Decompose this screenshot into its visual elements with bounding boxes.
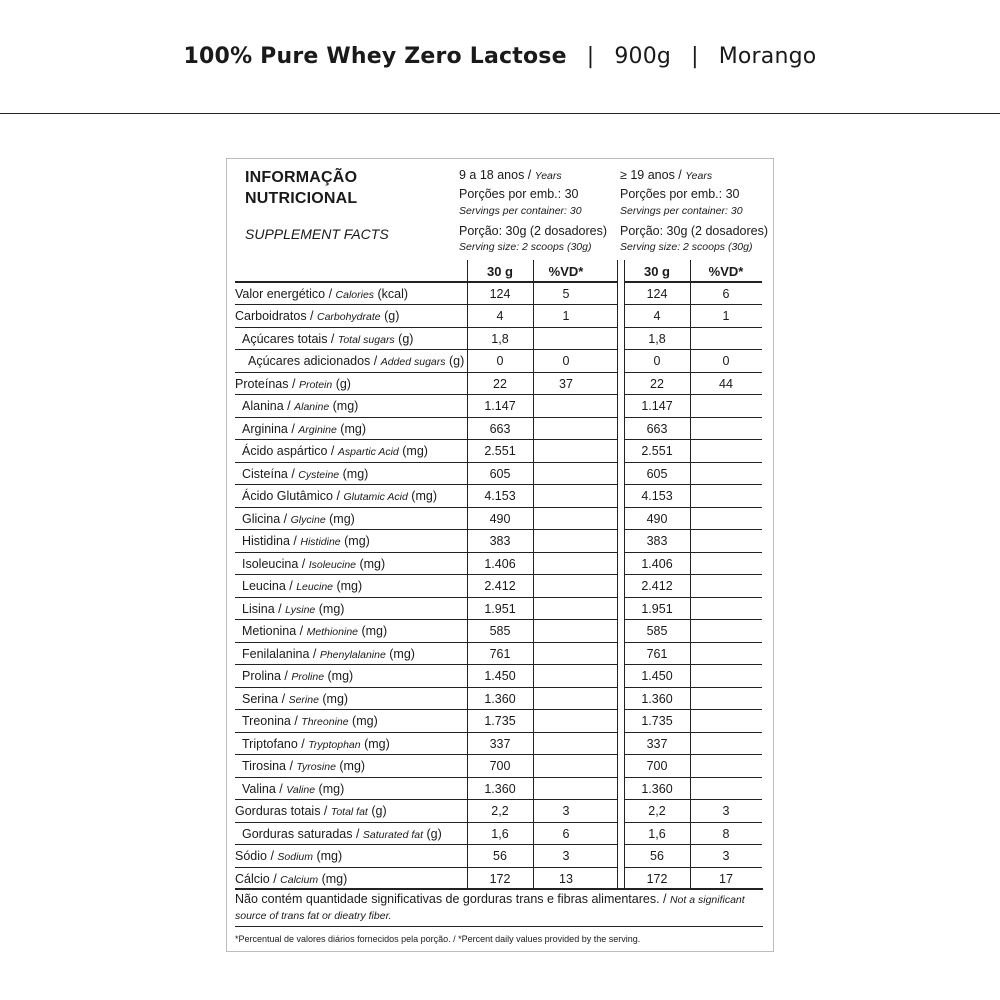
nutrient-dv-2	[690, 328, 762, 351]
col-header-dv-2: %VD*	[708, 263, 744, 279]
table-row	[235, 283, 762, 306]
nutrient-label: Gorduras saturadas / Saturated fat (g)	[242, 826, 442, 841]
nutrient-value-2: 1.406	[641, 556, 673, 571]
table-row	[235, 508, 762, 531]
nutrient-dv-2: 8	[722, 826, 730, 841]
nutrient-value-2: 56	[650, 849, 664, 864]
nutrient-value-1: 1,8	[491, 331, 509, 346]
nutrient-value-1: 1,6	[491, 826, 509, 841]
col-header-portion-1: 30 g	[486, 263, 513, 279]
nutrient-label: Histidina / Histidine (mg)	[242, 534, 370, 549]
title-separator: |	[691, 44, 699, 69]
nutrient-dv-2	[690, 575, 762, 598]
nutrient-value-1: 4	[496, 309, 504, 324]
nutrient-dv-1	[533, 463, 599, 486]
nutrient-value-2: 1.360	[641, 781, 673, 796]
table-row	[235, 575, 762, 598]
table-row	[235, 598, 762, 621]
header-divider	[0, 113, 1000, 114]
nutrient-dv-1: 37	[559, 376, 573, 391]
nutrient-label: Fenilalanina / Phenylalanine (mg)	[242, 646, 415, 661]
table-row	[235, 710, 762, 733]
nutrient-label: Carboidratos / Carbohydrate (g)	[235, 309, 400, 324]
nutrient-value-2: 1.360	[641, 691, 673, 706]
nutrient-dv-2	[690, 530, 762, 553]
table-row	[235, 305, 762, 328]
table-row	[235, 778, 762, 801]
nutrient-label: Glicina / Glycine (mg)	[242, 511, 355, 526]
nutrient-value-1: 1.450	[484, 669, 516, 684]
nutrient-dv-2	[690, 733, 762, 756]
nutrient-label: Alanina / Alanine (mg)	[242, 399, 359, 414]
nutrient-dv-1	[533, 530, 599, 553]
table-row	[235, 395, 762, 418]
nutrient-value-1: 663	[489, 421, 511, 436]
nutrient-value-2: 761	[646, 646, 668, 661]
nutrient-dv-2	[690, 688, 762, 711]
nutrient-value-1: 1.951	[484, 601, 516, 616]
nutrient-value-1: 1.360	[484, 691, 516, 706]
group1-servings-en: Servings per container: 30	[459, 205, 582, 217]
product-weight: 900g	[614, 44, 672, 69]
group1-portion: Porção: 30g (2 dosadores)	[459, 224, 608, 238]
nutrient-value-1: 761	[489, 646, 511, 661]
table-row	[235, 665, 762, 688]
nutrient-dv-1: 3	[562, 849, 570, 864]
group2-servings-en: Servings per container: 30	[620, 205, 743, 217]
nutrient-value-1: 1.406	[484, 556, 516, 571]
nutrient-dv-2: 3	[722, 849, 730, 864]
nutrient-dv-2: 6	[722, 286, 730, 301]
panel-title-line1: INFORMAÇÃO	[245, 169, 358, 186]
nutrient-label: Treonina / Threonine (mg)	[242, 714, 378, 729]
panel-subtitle: SUPPLEMENT FACTS	[245, 226, 389, 242]
group2-portion-en: Serving size: 2 scoops (30g)	[620, 241, 753, 253]
table-row	[235, 688, 762, 711]
nutrient-dv-1	[533, 778, 599, 801]
nutrient-label: Arginina / Arginine (mg)	[242, 421, 366, 436]
nutrient-dv-2	[690, 553, 762, 576]
nutrient-value-2: 605	[646, 466, 668, 481]
nutrient-label: Metionina / Methionine (mg)	[242, 624, 388, 639]
nutrient-dv-2	[690, 418, 762, 441]
nutrient-value-2: 2.412	[641, 579, 673, 594]
nutrient-value-1: 337	[489, 736, 511, 751]
nutrient-value-2: 2,2	[648, 804, 666, 819]
nutrient-dv-2	[690, 440, 762, 463]
table-row	[235, 418, 762, 441]
group2-age: ≥ 19 anos / Years	[620, 168, 713, 182]
nutrient-label: Gorduras totais / Total fat (g)	[235, 804, 387, 819]
col-header-dv-1: %VD*	[548, 263, 584, 279]
nutrient-value-2: 490	[646, 511, 668, 526]
group2-portion: Porção: 30g (2 dosadores)	[620, 224, 769, 238]
nutrient-dv-2	[690, 463, 762, 486]
nutrient-dv-1	[533, 395, 599, 418]
nutrient-label: Açúcares totais / Total sugars (g)	[242, 331, 414, 346]
nutrient-value-2: 1,6	[648, 826, 666, 841]
nutrient-value-2: 337	[646, 736, 668, 751]
group1-header	[459, 167, 607, 254]
nutrient-dv-2	[690, 508, 762, 531]
nutrient-value-2: 1.951	[641, 601, 673, 616]
table-row	[235, 823, 762, 846]
nutrient-dv-2: 17	[719, 871, 733, 886]
nutrition-table	[235, 260, 762, 890]
panel-title-line2: NUTRICIONAL	[245, 190, 358, 207]
product-title	[0, 44, 1000, 69]
table-row	[235, 350, 762, 373]
nutrient-dv-2	[690, 665, 762, 688]
nutrient-value-1: 0	[496, 354, 504, 369]
nutrient-value-1: 2.412	[484, 579, 516, 594]
nutrient-label: Sódio / Sodium (mg)	[235, 849, 343, 864]
nutrient-label: Lisina / Lysine (mg)	[242, 601, 345, 616]
table-row	[235, 620, 762, 643]
table-row	[235, 373, 762, 396]
nutrient-dv-2	[690, 598, 762, 621]
nutrient-label: Proteínas / Protein (g)	[235, 376, 351, 391]
nutrient-dv-1: 5	[562, 286, 570, 301]
nutrient-label: Valor energético / Calories (kcal)	[235, 286, 409, 301]
table-row	[235, 800, 762, 823]
nutrient-value-2: 383	[646, 534, 668, 549]
col-header-portion-2: 30 g	[643, 263, 670, 279]
nutrient-value-1: 2,2	[491, 804, 509, 819]
page-header	[0, 0, 1000, 113]
table-row	[235, 755, 762, 778]
nutrient-dv-1	[533, 553, 599, 576]
nutrient-dv-2	[690, 643, 762, 666]
nutrient-dv-1	[533, 755, 599, 778]
nutrient-value-2: 700	[646, 759, 668, 774]
nutrient-value-2: 1.147	[641, 399, 673, 414]
table-row	[235, 530, 762, 553]
nutrient-value-2: 4	[653, 309, 661, 324]
nutrient-dv-1	[533, 508, 599, 531]
product-name: 100% Pure Whey Zero Lactose	[183, 44, 567, 69]
group2-header	[620, 167, 768, 254]
nutrient-dv-2: 44	[719, 376, 733, 391]
nutrient-value-2: 4.153	[641, 489, 673, 504]
footnote-trans-fat: Não contém quantidade significativas de gorduras trans e fibras alimentares. / Not a significant source of trans fat or dieatry fiber.	[235, 892, 745, 922]
nutrient-dv-1: 1	[562, 309, 570, 324]
nutrient-value-1: 56	[493, 849, 507, 864]
nutrient-dv-1: 13	[559, 871, 573, 886]
nutrient-dv-1	[533, 620, 599, 643]
nutrient-dv-1	[533, 710, 599, 733]
table-row	[235, 328, 762, 351]
nutrient-value-1: 605	[489, 466, 511, 481]
nutrient-dv-2	[690, 485, 762, 508]
nutrient-dv-1	[533, 733, 599, 756]
nutrient-label: Tirosina / Tyrosine (mg)	[242, 759, 366, 774]
nutrient-dv-1	[533, 643, 599, 666]
nutrient-dv-2	[690, 755, 762, 778]
table-bottom-rule	[235, 888, 763, 890]
nutrient-value-1: 490	[489, 511, 511, 526]
nutrient-dv-1: 6	[562, 826, 570, 841]
nutrient-dv-1	[533, 665, 599, 688]
nutrient-value-2: 124	[646, 286, 668, 301]
group1-servings: Porções por emb.: 30	[459, 187, 579, 201]
nutrient-label: Cálcio / Calcium (mg)	[235, 871, 348, 886]
nutrient-value-2: 1,8	[648, 331, 666, 346]
table-row	[235, 553, 762, 576]
nutrient-dv-1	[533, 328, 599, 351]
nutrient-value-2: 0	[653, 354, 661, 369]
footnote-daily-values: *Percentual de valores diários fornecidos pela porção. / *Percent daily values provided by the serving.	[235, 934, 641, 944]
nutrient-label: Ácido Glutâmico / Glutamic Acid (mg)	[242, 489, 437, 504]
group2-servings: Porções por emb.: 30	[620, 187, 740, 201]
nutrient-value-1: 124	[489, 286, 511, 301]
nutrient-value-1: 585	[489, 624, 511, 639]
nutrient-dv-2	[690, 778, 762, 801]
nutrient-value-1: 1.735	[484, 714, 516, 729]
table-row	[235, 485, 762, 508]
table-row	[235, 463, 762, 486]
nutrient-value-2: 2.551	[641, 444, 673, 459]
group1-portion-en: Serving size: 2 scoops (30g)	[459, 241, 592, 253]
nutrient-value-2: 22	[650, 376, 664, 391]
nutrient-value-1: 700	[489, 759, 511, 774]
nutrient-value-1: 2.551	[484, 444, 516, 459]
nutrient-label: Cisteína / Cysteine (mg)	[242, 466, 369, 481]
nutrient-dv-1	[533, 688, 599, 711]
nutrient-dv-1	[533, 485, 599, 508]
nutrient-value-1: 1.147	[484, 399, 516, 414]
table-row	[235, 845, 762, 868]
nutrient-value-2: 585	[646, 624, 668, 639]
product-flavor: Morango	[718, 44, 817, 69]
panel-title-block	[245, 167, 455, 242]
nutrient-dv-2: 1	[722, 309, 730, 324]
nutrient-dv-1: 3	[562, 804, 570, 819]
title-separator: |	[586, 44, 595, 69]
nutrient-dv-2: 0	[722, 354, 730, 369]
nutrient-dv-2: 3	[722, 804, 730, 819]
nutrient-label: Açúcares adicionados / Added sugars (g)	[248, 354, 465, 369]
nutrient-value-1: 1.360	[484, 781, 516, 796]
nutrient-dv-1	[533, 418, 599, 441]
nutrient-dv-1	[533, 598, 599, 621]
nutrient-label: Triptofano / Tryptophan (mg)	[242, 736, 390, 751]
nutrient-label: Serina / Serine (mg)	[242, 691, 349, 706]
nutrient-dv-1	[533, 440, 599, 463]
table-header-row	[235, 260, 762, 283]
group1-age: 9 a 18 anos / Years	[459, 168, 562, 182]
nutrient-value-1: 4.153	[484, 489, 516, 504]
nutrient-label: Leucina / Leucine (mg)	[242, 579, 363, 594]
table-row	[235, 643, 762, 666]
nutrient-value-1: 22	[493, 376, 507, 391]
nutrient-label: Ácido aspártico / Aspartic Acid (mg)	[242, 444, 428, 459]
nutrient-dv-1	[533, 575, 599, 598]
nutrient-label: Prolina / Proline (mg)	[242, 669, 354, 684]
nutrient-dv-2	[690, 395, 762, 418]
nutrient-value-1: 383	[489, 534, 511, 549]
nutrient-value-1: 172	[489, 871, 511, 886]
footnote-divider	[235, 926, 763, 927]
nutrient-value-2: 663	[646, 421, 668, 436]
table-row	[235, 868, 762, 891]
table-row	[235, 440, 762, 463]
nutrient-label: Valina / Valine (mg)	[242, 781, 345, 796]
nutrient-value-2: 1.735	[641, 714, 673, 729]
nutrient-label: Isoleucina / Isoleucine (mg)	[242, 556, 386, 571]
nutrition-facts-panel	[226, 158, 774, 952]
nutrient-dv-2	[690, 710, 762, 733]
nutrient-value-2: 172	[646, 871, 668, 886]
nutrient-dv-2	[690, 620, 762, 643]
nutrient-value-2: 1.450	[641, 669, 673, 684]
nutrient-dv-1: 0	[562, 354, 570, 369]
table-row	[235, 733, 762, 756]
